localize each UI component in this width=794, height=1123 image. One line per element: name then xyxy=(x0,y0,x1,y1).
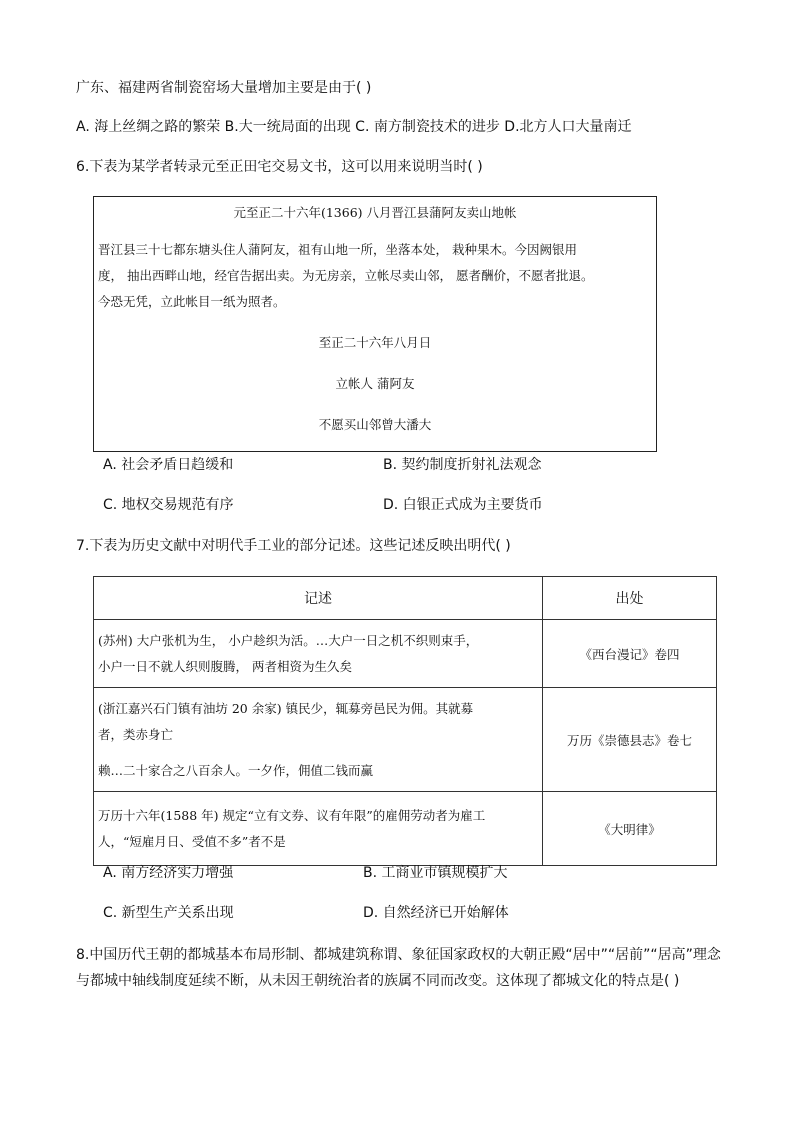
question-8-stem: 8.中国历代王朝的都城基本布局形制、都城建筑称谓、象征国家政权的大朝正殿“居中”“居前”“居高”理念与都城中轴线制度延续不断，从未因王朝统治者的族属不同而改变。这体现了都城文化的特点是( ) xyxy=(76,947,721,989)
record-cell xyxy=(94,792,543,866)
record-line: 人，“短雇月日、受值不多”者不是 xyxy=(98,833,286,849)
document-line: 度， 抽出西畔山地，经官告据出卖。为无房亲，立帐尽卖山邻， 愿者酬价，不愿者批退。 xyxy=(98,268,594,283)
header-source: 出处 xyxy=(543,577,717,620)
question-6-stem: 6.下表为某学者转录元至正田宅交易文书，这可以用来说明当时( ) xyxy=(76,159,483,175)
table-row xyxy=(94,688,717,792)
handicraft-records-table xyxy=(93,576,717,866)
q6-option-a: A. 社会矛盾日趋缓和 xyxy=(103,457,234,473)
question-5-options: A. 海上丝绸之路的繁荣 B.大一统局面的出现 C. 南方制瓷技术的进步 D.北方人口大量南迁 xyxy=(76,119,632,135)
q7-option-a: A. 南方经济实力增强 xyxy=(103,865,234,881)
q7-option-d: D. 自然经济已开始解体 xyxy=(363,905,509,921)
document-line: 晋江县三十七都东塘头住人蒲阿友，祖有山地一所，坐落本处， 栽种果木。今因阙银用 xyxy=(98,242,577,257)
document-body xyxy=(98,237,650,315)
question-7-stem: 7.下表为历史文献中对明代手工业的部分记述。这些记述反映出明代( ) xyxy=(76,538,511,554)
record-line: 万历十六年(1588 年) 规定“立有文券、议有年限”的雇佣劳动者为雇工 xyxy=(98,807,486,823)
table-header-row xyxy=(94,577,717,620)
record-line: 赖…二十家合之八百余人。一夕作，佣值二钱而赢 xyxy=(98,762,374,778)
q6-option-c: C. 地权交易规范有序 xyxy=(103,497,234,513)
q7-option-b: B. 工商业市镇规模扩大 xyxy=(363,865,508,881)
record-cell xyxy=(94,620,543,688)
record-line: 小户一日不就人织则腹腾， 两者相资为生久矣 xyxy=(98,658,352,674)
document-date: 至正二十六年八月日 xyxy=(318,335,432,350)
source-cell: 《西台漫记》卷四 xyxy=(543,620,717,688)
header-record: 记述 xyxy=(94,577,543,620)
table-row xyxy=(94,620,717,688)
q6-option-d: D. 白银正式成为主要货币 xyxy=(383,497,543,513)
question-5-stem: 广东、福建两省制瓷窑场大量增加主要是由于( ) xyxy=(76,80,372,96)
source-cell: 《大明律》 xyxy=(543,792,717,866)
document-signer: 立帐人 蒲阿友 xyxy=(335,376,415,391)
record-line: (浙江嘉兴石门镇有油坊 20 余家) 镇民少，辄募旁邑民为佣。其就募 xyxy=(98,700,474,716)
record-cell xyxy=(94,688,543,792)
q6-option-b: B. 契约制度折射礼法观念 xyxy=(383,457,542,473)
table-row xyxy=(94,792,717,866)
document-line: 今恐无凭，立此帐目一纸为照者。 xyxy=(98,294,286,309)
transaction-document-box xyxy=(93,196,657,452)
document-title: 元至正二十六年(1366) 八月晋江县蒲阿友卖山地帐 xyxy=(233,205,517,220)
record-line: 者，类赤身亡 xyxy=(98,726,174,742)
source-cell: 万历《崇德县志》卷七 xyxy=(543,688,717,792)
record-line: (苏州) 大户张机为生， 小户趁织为活。…大户一日之机不织则束手， xyxy=(98,632,479,648)
q7-option-c: C. 新型生产关系出现 xyxy=(103,905,234,921)
document-neighbor: 不愿买山邻曾大潘大 xyxy=(318,417,432,432)
